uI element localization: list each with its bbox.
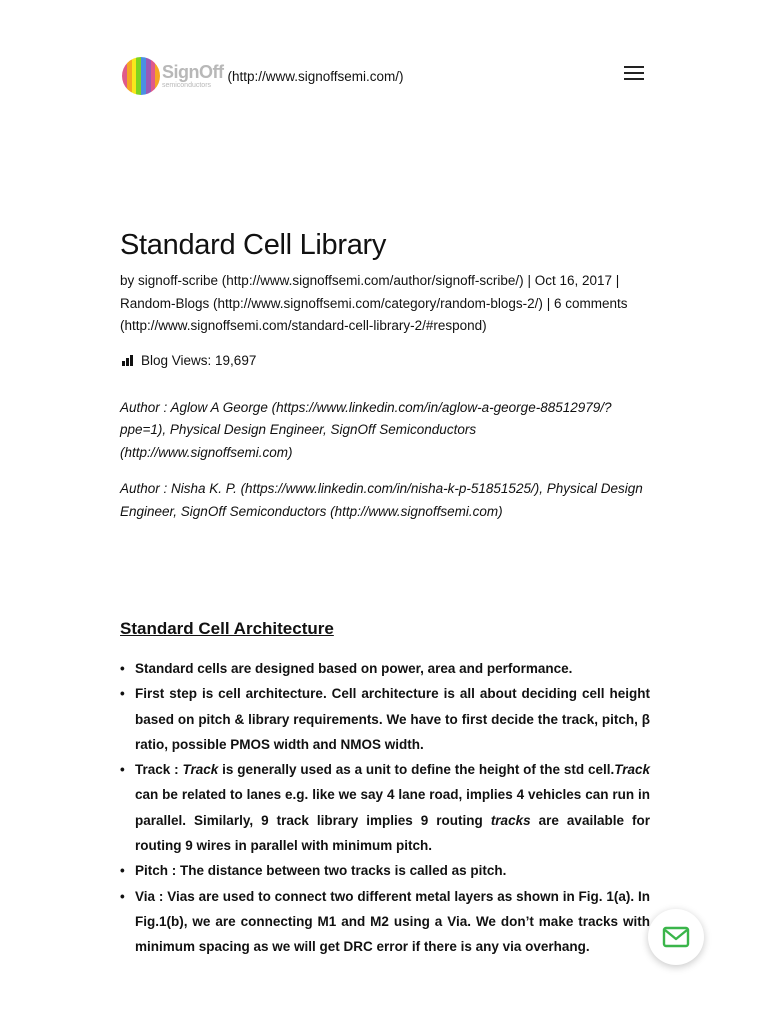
site-logo-link[interactable] [122, 56, 404, 96]
mail-icon [662, 926, 690, 948]
post-title: Standard Cell Library [120, 229, 387, 261]
logo-mark-icon [122, 57, 160, 95]
logo-subtext: semiconductors [162, 82, 212, 89]
blog-views [120, 353, 650, 368]
track-text: is generally used as a unit to define the height of the std cell. [218, 762, 615, 778]
author-credit-2: Author : Nisha K. P. (https://www.linkedin.com/in/nisha-k-p-51851525/), Physical Design Engineer, SignOff Semiconductors (http://www.signoffsemi.com) [120, 481, 643, 519]
bullet-list [120, 656, 650, 960]
site-header [122, 54, 646, 98]
track-term: Track [182, 762, 219, 778]
contact-button[interactable] [648, 909, 704, 965]
logo-url[interactable]: (http://www.signoffsemi.com/) [227, 68, 404, 84]
section-title: Standard Cell Architecture [120, 619, 334, 638]
meta-comments-link[interactable]: 6 comments (http://www.signoffsemi.com/standard-cell-library-2/#respond) [120, 295, 628, 333]
track-text: can be related to lanes e.g. like we say 4 lane road, implies 4 vehicles can run in parallel. Similarly, 9 track library implies 9 routing [135, 787, 650, 828]
track-label: Track : [135, 762, 183, 778]
logo-brand: SignOff [162, 62, 224, 82]
hamburger-menu-icon[interactable] [624, 66, 644, 82]
meta-sep: | [542, 295, 554, 311]
list-item: • First step is cell architecture. Cell architecture is all about deciding cell height based on pitch & library requirements. We have to first decide the track, pitch, β ratio, possible PMOS width and NMOS width. [120, 681, 650, 757]
list-item: • Standard cells are designed based on power, area and performance. [120, 656, 650, 681]
meta-author-link[interactable]: signoff-scribe (http://www.signoffsemi.com/author/signoff-scribe/) [138, 273, 524, 288]
tracks-term: tracks [490, 812, 531, 828]
meta-date: | Oct 16, 2017 | [523, 273, 620, 288]
meta-by: by [120, 273, 139, 288]
post-meta [120, 270, 650, 338]
post-content [120, 226, 650, 960]
logo-text [162, 63, 224, 89]
meta-category-link[interactable]: Random-Blogs (http://www.signoffsemi.com/category/random-blogs-2/) [120, 295, 543, 311]
list-item: • Via : Vias are used to connect two different metal layers as shown in Fig. 1(a). In Fig.1(b), we are connecting M1 and M2 using a Via. We don’t make tracks with minimum spacing as we will get DRC error if there is any via overhang. [120, 884, 650, 960]
track-text: are available for routing 9 wires in parallel with minimum pitch. [135, 812, 650, 854]
blog-views-label: Blog Views: 19,697 [141, 352, 257, 368]
track-term: Track [614, 762, 650, 778]
list-item: • Pitch : The distance between two tracks is called as pitch. [120, 858, 650, 883]
author-credit-1: Author : Aglow A George (https://www.linkedin.com/in/aglow-a-george-88512979/?ppe=1), Physical Design Engineer, SignOff Semiconductors (http://www.signoffsemi.com) [120, 399, 612, 460]
bar-chart-icon [122, 355, 134, 366]
list-item [120, 757, 650, 858]
